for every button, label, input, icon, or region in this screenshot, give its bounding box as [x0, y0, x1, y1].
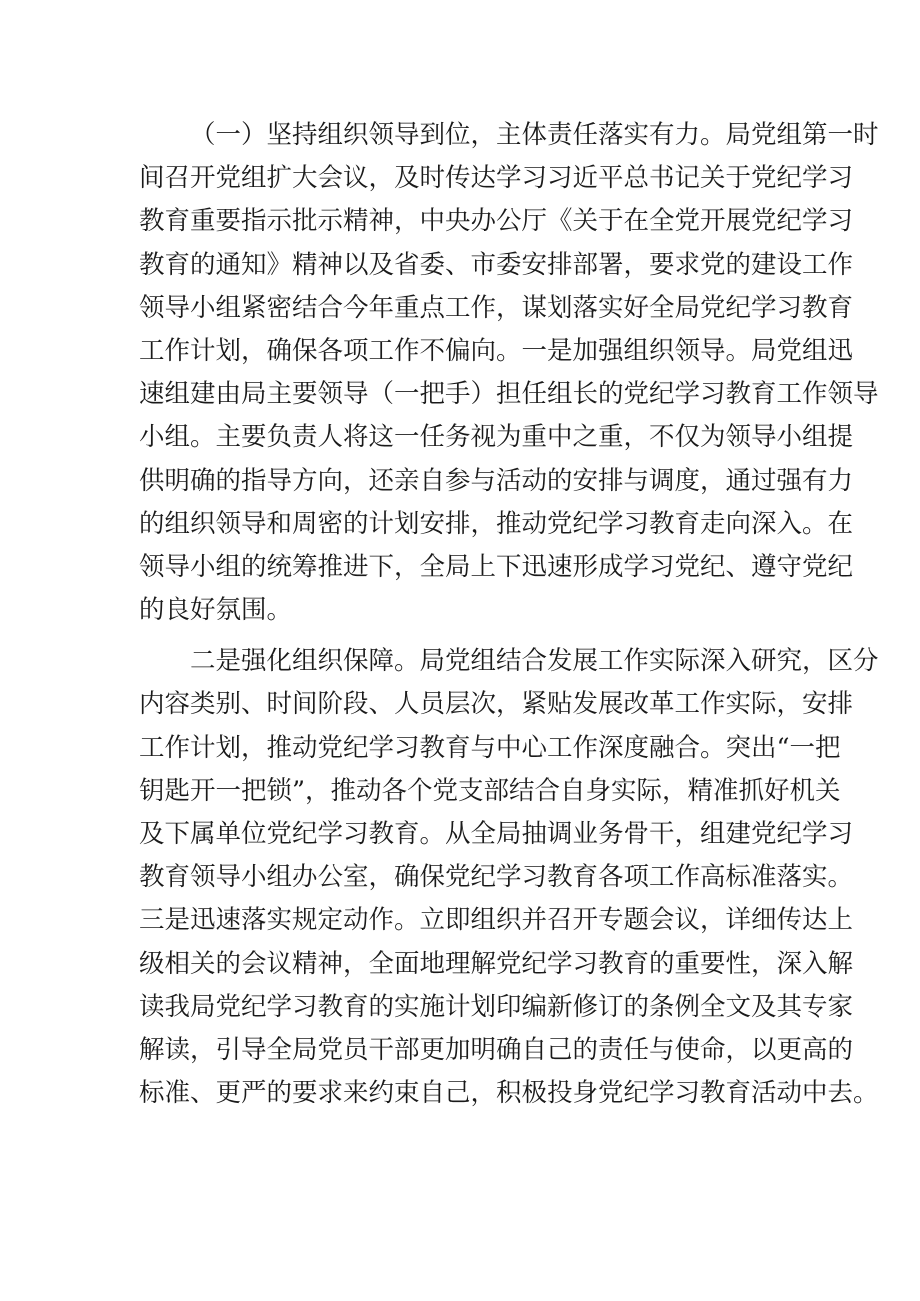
text-line: 教育领导小组办公室，确保党纪学习教育各项工作高标准落实。 [139, 862, 854, 893]
text-line: 内容类别、时间阶段、人员层次，紧贴发展改革工作实际，安排 [139, 689, 854, 720]
text-line: 读我局党纪学习教育的实施计划印编新修订的条例全文及其专家 [139, 991, 854, 1022]
document-body [139, 114, 879, 1115]
text-line: 解读，引导全局党员干部更加明确自己的责任与使命，以更高的 [139, 1034, 854, 1065]
text-line: 标准、更严的要求来约束自己，积极投身党纪学习教育活动中去。 [139, 1078, 879, 1109]
paragraph-gap [139, 632, 799, 640]
paragraph-2 [139, 640, 879, 1115]
text-line: 教育的通知》精神以及省委、市委安排部署，要求党的建设工作 [139, 249, 854, 280]
text-line: 钥匙开一把锁”，推动各个党支部结合自身实际，精准抓好机关 [139, 775, 841, 806]
text-line: 二是强化组织保障。局党组结合发展工作实际深入研究，区分 [190, 646, 879, 677]
paragraph-1 [139, 114, 879, 632]
text-line: （一）坚持组织领导到位，主体责任落实有力。局党组第一时 [190, 120, 879, 150]
text-line: 领导小组紧密结合今年重点工作，谋划落实好全局党纪学习教育 [139, 292, 854, 323]
text-line: 领导小组的统筹推进下，全局上下迅速形成学习党纪、遵守党纪 [139, 551, 854, 582]
text-line: 的良好氛围。 [139, 595, 293, 626]
text-line: 小组。主要负责人将这一任务视为重中之重，不仅为领导小组提 [139, 422, 854, 453]
text-line: 及下属单位党纪学习教育。从全局抽调业务骨干，组建党纪学习 [139, 819, 854, 849]
text-line: 速组建由局主要领导（一把手）担任组长的党纪学习教育工作领导 [139, 379, 879, 410]
text-line: 的组织领导和周密的计划安排，推动党纪学习教育走向深入。在 [139, 508, 854, 539]
text-line: 教育重要指示批示精神，中央办公厅《关于在全党开展党纪学习 [139, 206, 854, 237]
text-line: 三是迅速落实规定动作。立即组织并召开专题会议，详细传达上 [139, 905, 854, 936]
text-line: 工作计划，确保各项工作不偏向。一是加强组织领导。局党组迅 [139, 335, 854, 366]
text-line: 供明确的指导方向，还亲自参与活动的安排与调度，通过强有力 [139, 465, 854, 496]
text-line: 级相关的会议精神，全面地理解党纪学习教育的重要性，深入解 [139, 948, 854, 979]
text-line: 工作计划，推动党纪学习教育与中心工作深度融合。突出“一把 [139, 732, 841, 763]
text-line: 间召开党组扩大会议，及时传达学习习近平总书记关于党纪学习 [139, 163, 854, 194]
